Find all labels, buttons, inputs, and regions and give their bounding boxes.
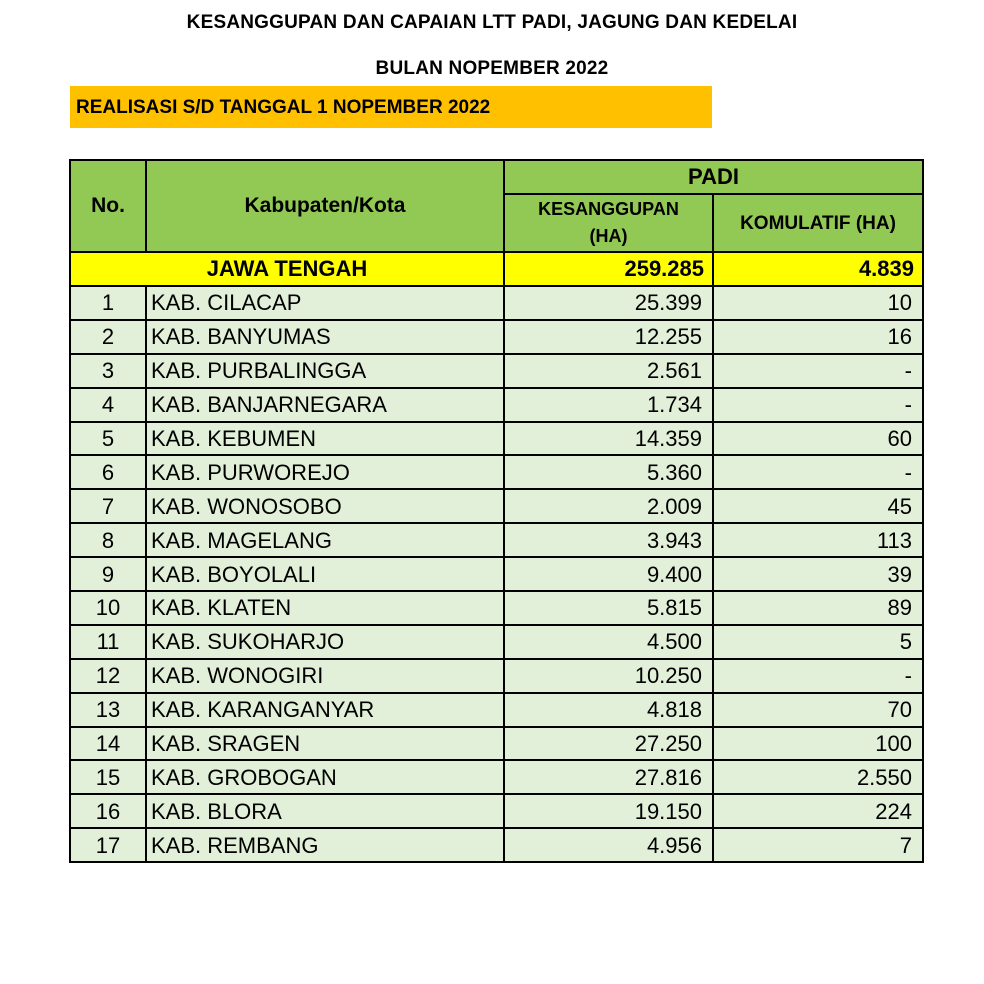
province-kesanggupan: 259.285 (504, 252, 713, 286)
header-padi: PADI (504, 160, 923, 194)
row-kabupaten: KAB. BLORA (146, 794, 504, 828)
province-name: JAWA TENGAH (70, 252, 504, 286)
row-number: 8 (70, 523, 146, 557)
table-row (70, 557, 923, 591)
ltt-table (69, 159, 924, 863)
row-number: 2 (70, 320, 146, 354)
table-row (70, 591, 923, 625)
row-kesanggupan: 14.359 (504, 422, 713, 456)
table-row (70, 625, 923, 659)
row-number: 3 (70, 354, 146, 388)
province-komulatif: 4.839 (713, 252, 923, 286)
row-number: 9 (70, 557, 146, 591)
row-kabupaten: KAB. PURWOREJO (146, 455, 504, 489)
row-kabupaten: KAB. PURBALINGGA (146, 354, 504, 388)
row-komulatif: - (713, 659, 923, 693)
table-row (70, 422, 923, 456)
row-komulatif: 70 (713, 693, 923, 727)
table-row (70, 523, 923, 557)
row-kabupaten: KAB. WONOSOBO (146, 489, 504, 523)
table-row (70, 828, 923, 862)
row-kesanggupan: 4.818 (504, 693, 713, 727)
row-kesanggupan: 12.255 (504, 320, 713, 354)
row-kabupaten: KAB. BANYUMAS (146, 320, 504, 354)
row-kesanggupan: 5.360 (504, 455, 713, 489)
table-row (70, 489, 923, 523)
row-kabupaten: KAB. SRAGEN (146, 727, 504, 761)
report-subtitle: BULAN NOPEMBER 2022 (375, 58, 609, 79)
header-kabupaten: Kabupaten/Kota (146, 160, 504, 252)
row-komulatif: 5 (713, 625, 923, 659)
row-number: 4 (70, 388, 146, 422)
table-row (70, 320, 923, 354)
row-number: 17 (70, 828, 146, 862)
table-row (70, 760, 923, 794)
row-number: 14 (70, 727, 146, 761)
row-number: 10 (70, 591, 146, 625)
row-kesanggupan: 4.956 (504, 828, 713, 862)
row-number: 1 (70, 286, 146, 320)
row-komulatif: - (713, 388, 923, 422)
row-kabupaten: KAB. WONOGIRI (146, 659, 504, 693)
row-komulatif: 60 (713, 422, 923, 456)
header-komulatif: KOMULATIF (HA) (713, 194, 923, 252)
table-row (70, 354, 923, 388)
row-kabupaten: KAB. CILACAP (146, 286, 504, 320)
row-kabupaten: KAB. BOYOLALI (146, 557, 504, 591)
realisasi-banner: REALISASI S/D TANGGAL 1 NOPEMBER 2022 (70, 86, 712, 128)
row-kesanggupan: 3.943 (504, 523, 713, 557)
table-row (70, 286, 923, 320)
row-komulatif: 89 (713, 591, 923, 625)
report-title: KESANGGUPAN DAN CAPAIAN LTT PADI, JAGUNG DAN KEDELAI (186, 12, 798, 33)
row-kabupaten: KAB. MAGELANG (146, 523, 504, 557)
row-kesanggupan: 25.399 (504, 286, 713, 320)
row-number: 15 (70, 760, 146, 794)
row-number: 13 (70, 693, 146, 727)
row-komulatif: - (713, 455, 923, 489)
row-komulatif: 16 (713, 320, 923, 354)
header-kesanggupan-line2: (HA) (589, 226, 628, 246)
table-row (70, 794, 923, 828)
row-kabupaten: KAB. KARANGANYAR (146, 693, 504, 727)
header-no: No. (70, 160, 146, 252)
header-kesanggupan (504, 194, 713, 252)
row-kabupaten: KAB. SUKOHARJO (146, 625, 504, 659)
table-row (70, 388, 923, 422)
row-number: 7 (70, 489, 146, 523)
row-komulatif: 10 (713, 286, 923, 320)
row-kabupaten: KAB. KEBUMEN (146, 422, 504, 456)
row-kesanggupan: 9.400 (504, 557, 713, 591)
row-number: 11 (70, 625, 146, 659)
row-number: 6 (70, 455, 146, 489)
row-kabupaten: KAB. BANJARNEGARA (146, 388, 504, 422)
row-kesanggupan: 2.561 (504, 354, 713, 388)
row-komulatif: 7 (713, 828, 923, 862)
row-kesanggupan: 19.150 (504, 794, 713, 828)
row-kesanggupan: 2.009 (504, 489, 713, 523)
row-number: 5 (70, 422, 146, 456)
table-row (70, 693, 923, 727)
row-komulatif: 113 (713, 523, 923, 557)
row-kesanggupan: 5.815 (504, 591, 713, 625)
table-row (70, 455, 923, 489)
header-kesanggupan-line1: KESANGGUPAN (538, 199, 679, 219)
row-komulatif: 2.550 (713, 760, 923, 794)
row-komulatif: 45 (713, 489, 923, 523)
row-komulatif: 39 (713, 557, 923, 591)
row-kesanggupan: 1.734 (504, 388, 713, 422)
row-number: 16 (70, 794, 146, 828)
row-kabupaten: KAB. REMBANG (146, 828, 504, 862)
row-komulatif: 224 (713, 794, 923, 828)
row-kesanggupan: 27.816 (504, 760, 713, 794)
row-kabupaten: KAB. GROBOGAN (146, 760, 504, 794)
province-row (70, 252, 923, 286)
row-kabupaten: KAB. KLATEN (146, 591, 504, 625)
row-number: 12 (70, 659, 146, 693)
table-row (70, 659, 923, 693)
row-komulatif: 100 (713, 727, 923, 761)
row-komulatif: - (713, 354, 923, 388)
table-row (70, 727, 923, 761)
row-kesanggupan: 27.250 (504, 727, 713, 761)
row-kesanggupan: 10.250 (504, 659, 713, 693)
row-kesanggupan: 4.500 (504, 625, 713, 659)
